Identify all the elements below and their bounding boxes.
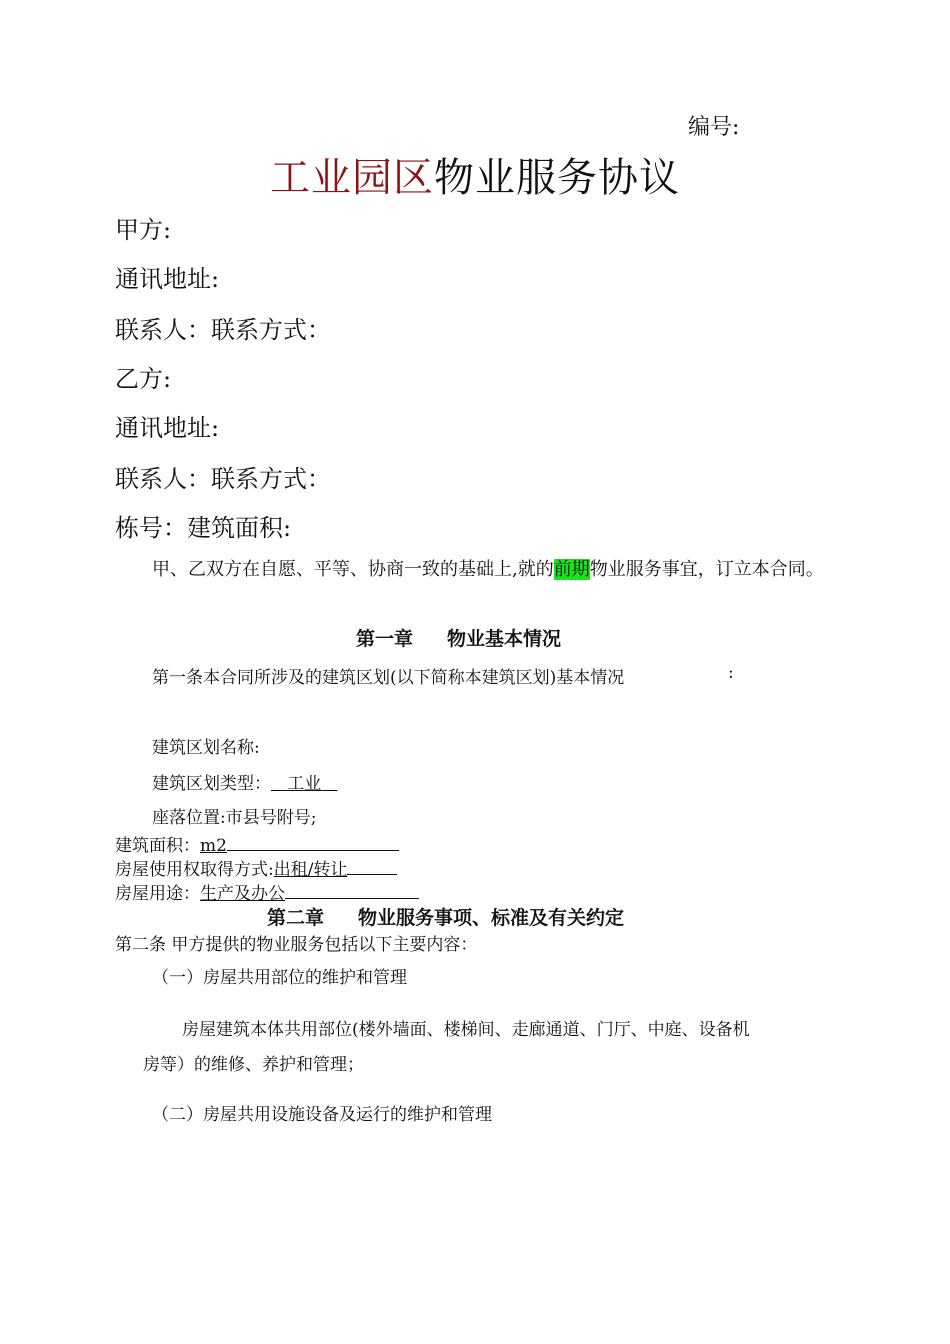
- party-b-address: 通讯地址:: [115, 414, 220, 442]
- chapter-2-heading: [267, 903, 624, 930]
- acquire-value: 出租/转让: [273, 860, 348, 880]
- use-label: 房屋用途：: [115, 884, 200, 904]
- party-a-label: 甲方:: [115, 216, 172, 244]
- chapter-2-title: 物业服务事项、标准及有关约定: [358, 907, 625, 929]
- zone-type-label: 建筑区划类型：: [152, 774, 271, 794]
- acquire-line: [115, 855, 397, 880]
- title-rest: 物业服务协议: [434, 155, 680, 201]
- zone-type-value: 工业: [287, 774, 322, 794]
- zone-type-line: [152, 769, 337, 794]
- acquire-label: 房屋使用权取得方式:: [115, 860, 274, 880]
- use-blank-underline: [285, 882, 419, 899]
- party-a-contact: 联系人：联系方式：: [115, 316, 331, 344]
- item-1-heading: （一）房屋共用部位的维护和管理: [152, 968, 407, 988]
- item-1-detail-line-1: 房屋建筑本体共用部位(楼外墙面、楼梯间、走廊通道、门厅、中庭、设备机: [182, 1020, 750, 1040]
- chapter-2-number: 第二章: [267, 907, 325, 929]
- intro-paragraph: [115, 555, 840, 585]
- area-line: [115, 831, 399, 856]
- party-b-contact: 联系人：联系方式：: [115, 465, 331, 493]
- building-area-line: 栋号：建筑面积:: [115, 514, 292, 542]
- chapter-1-title: 物业基本情况: [447, 628, 562, 650]
- use-line: [115, 879, 419, 904]
- intro-text-before: 甲、乙双方在自愿、平等、协商一致的基础上,就的: [152, 559, 554, 580]
- intro-text-after: 物业服务事宜，订立本合同。: [589, 559, 824, 580]
- location-line: 座落位置:市县号附号;: [152, 808, 317, 828]
- area-label: 建筑面积：: [115, 836, 200, 856]
- zone-name-label: 建筑区划名称:: [152, 738, 260, 758]
- article-1-colon: :: [728, 663, 734, 683]
- party-b-label: 乙方:: [115, 365, 172, 393]
- use-value: 生产及办公: [200, 884, 285, 904]
- title-highlight: 工业园区: [270, 155, 434, 201]
- area-blank-underline: [227, 834, 399, 851]
- serial-number-label: 编号:: [688, 115, 740, 140]
- chapter-1-number: 第一章: [356, 628, 414, 650]
- article-2: 第二条 甲方提供的物业服务包括以下主要内容：: [115, 935, 478, 955]
- acquire-blank-underline: [347, 858, 397, 875]
- area-value: m2: [200, 836, 227, 856]
- document-title: [0, 146, 950, 203]
- item-1-detail-line-2: 房等）的维修、养护和管理；: [143, 1055, 364, 1075]
- party-a-address: 通讯地址:: [115, 265, 220, 293]
- chapter-1-heading: [356, 624, 561, 651]
- intro-highlight: 前期: [553, 559, 590, 580]
- item-2-heading: （二）房屋共用设施设备及运行的维护和管理: [152, 1105, 492, 1125]
- article-1: 第一条本合同所涉及的建筑区划(以下简称本建筑区划)基本情况: [152, 668, 625, 688]
